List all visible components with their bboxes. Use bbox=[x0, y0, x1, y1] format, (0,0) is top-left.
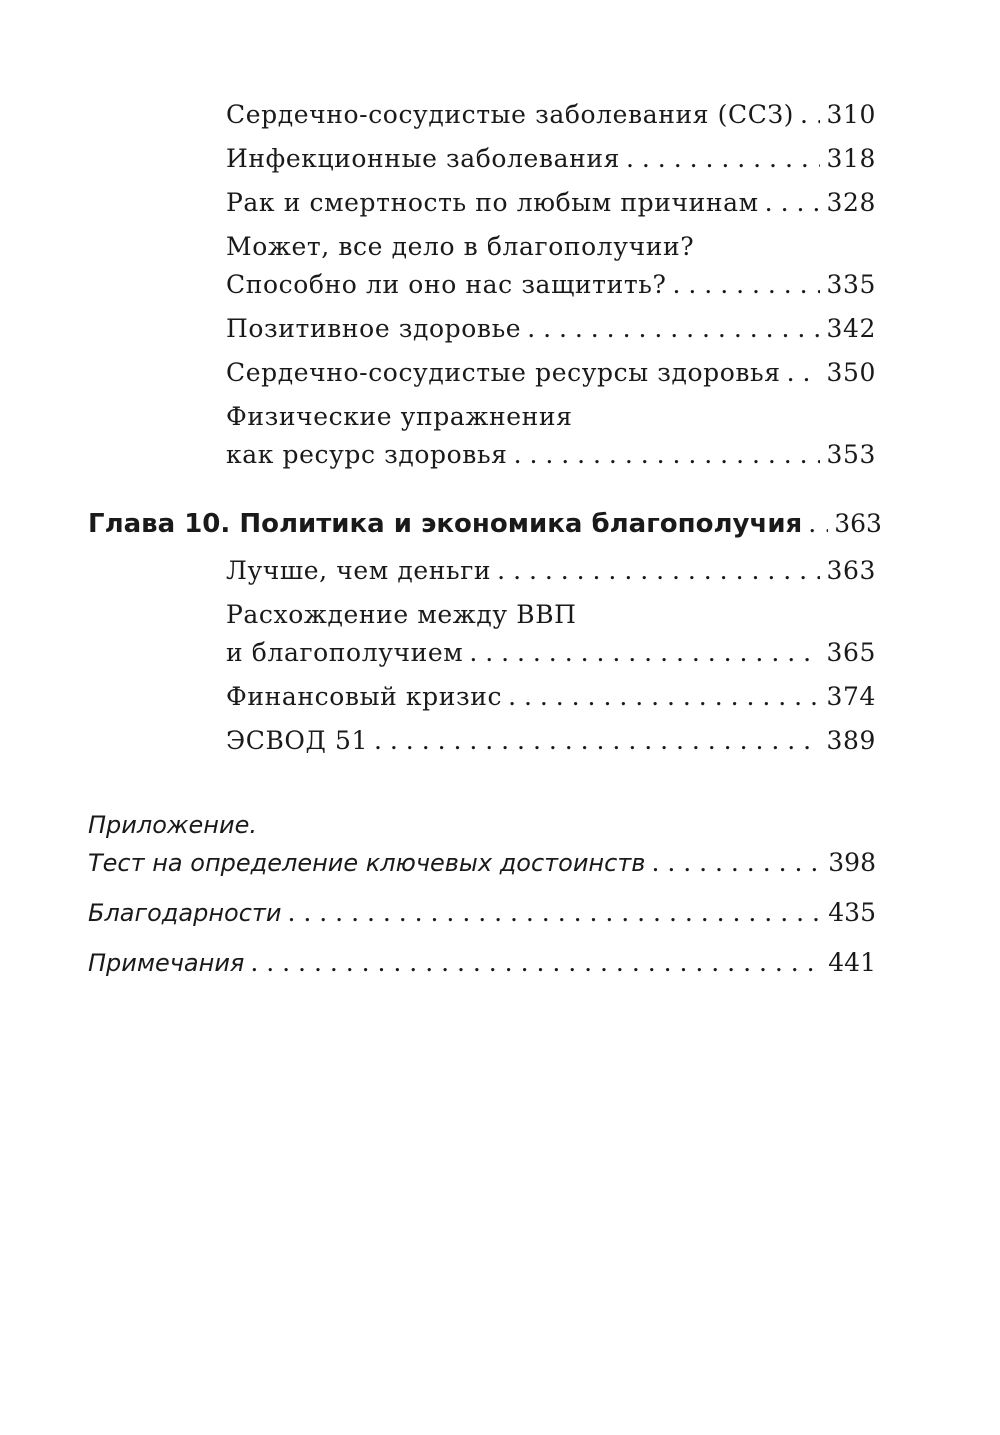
toc-entry[interactable] bbox=[226, 722, 876, 760]
dot-leader bbox=[808, 504, 828, 544]
toc-back-entry[interactable] bbox=[88, 894, 876, 932]
toc-page-number: 350 bbox=[826, 358, 876, 387]
toc-entry-title: Способно ли оно нас защитить? bbox=[226, 270, 667, 299]
toc-entry-title: Рак и смертность по любым причинам bbox=[226, 188, 759, 217]
dot-leader bbox=[514, 436, 821, 474]
toc-page-number: 363 bbox=[826, 556, 876, 585]
toc-page-number: 335 bbox=[826, 270, 876, 299]
table-of-contents bbox=[88, 96, 882, 982]
toc-entry[interactable] bbox=[226, 310, 876, 348]
dot-leader bbox=[787, 354, 821, 392]
toc-entry-title: Благодарности bbox=[88, 899, 282, 927]
toc-page-number: 318 bbox=[826, 144, 876, 173]
toc-entry[interactable] bbox=[226, 596, 876, 672]
dot-leader bbox=[626, 140, 820, 178]
toc-entry[interactable] bbox=[226, 354, 876, 392]
toc-page-number: 342 bbox=[826, 314, 876, 343]
dot-leader bbox=[374, 722, 820, 760]
toc-entry-title: Сердечно-сосудистые ресурсы здоровья bbox=[226, 358, 781, 387]
toc-page-number: 435 bbox=[828, 898, 876, 927]
toc-page-number: 363 bbox=[834, 509, 882, 538]
toc-entry-title-line: Приложение. bbox=[88, 811, 257, 839]
toc-entry[interactable] bbox=[226, 140, 876, 178]
toc-page-number: 328 bbox=[826, 188, 876, 217]
toc-back-entry[interactable] bbox=[88, 806, 876, 882]
dot-leader bbox=[765, 184, 821, 222]
chapter-title: Глава 10. Политика и экономика благополучия bbox=[88, 509, 803, 539]
dot-leader bbox=[651, 844, 822, 882]
toc-entry-title-line: Физические упражнения bbox=[226, 402, 573, 431]
toc-entry-title: Примечания bbox=[88, 949, 245, 977]
toc-entry-title-line: Может, все дело в благополучии? bbox=[226, 232, 695, 261]
dot-leader bbox=[508, 678, 820, 716]
toc-entry[interactable] bbox=[226, 398, 876, 474]
dot-leader bbox=[250, 944, 822, 982]
dot-leader bbox=[497, 552, 820, 590]
toc-entry-title: Лучше, чем деньги bbox=[226, 556, 492, 585]
dot-leader bbox=[469, 634, 820, 672]
toc-page-number: 389 bbox=[826, 726, 876, 755]
toc-entry[interactable] bbox=[226, 96, 876, 134]
toc-page-number: 365 bbox=[826, 638, 876, 667]
dot-leader bbox=[288, 894, 823, 932]
toc-entry[interactable] bbox=[226, 184, 876, 222]
toc-entry-title: Сердечно-сосудистые заболевания (ССЗ) bbox=[226, 100, 794, 129]
toc-entry-title: Позитивное здоровье bbox=[226, 314, 522, 343]
toc-entry-title: ЭСВОД 51 bbox=[226, 726, 369, 755]
toc-entry-title: как ресурс здоровья bbox=[226, 440, 508, 469]
toc-page-number: 398 bbox=[828, 848, 876, 877]
toc-entry[interactable] bbox=[226, 552, 876, 590]
toc-back-entry[interactable] bbox=[88, 944, 876, 982]
toc-page-number: 374 bbox=[826, 682, 876, 711]
toc-entry-title-line: Расхождение между ВВП bbox=[226, 600, 577, 629]
toc-entry[interactable] bbox=[226, 678, 876, 716]
toc-entry[interactable] bbox=[226, 228, 876, 304]
toc-entry-title: Финансовый кризис bbox=[226, 682, 503, 711]
toc-entry-title: и благополучием bbox=[226, 638, 464, 667]
dot-leader bbox=[673, 266, 821, 304]
toc-chapter-entry[interactable] bbox=[88, 504, 882, 544]
toc-entry-title: Инфекционные заболевания bbox=[226, 144, 621, 173]
toc-entry-title: Тест на определение ключевых достоинств bbox=[88, 849, 646, 877]
dot-leader bbox=[527, 310, 820, 348]
dot-leader bbox=[800, 96, 820, 134]
toc-page-number: 441 bbox=[828, 948, 876, 977]
toc-page-number: 310 bbox=[826, 100, 876, 129]
toc-page-number: 353 bbox=[826, 440, 876, 469]
